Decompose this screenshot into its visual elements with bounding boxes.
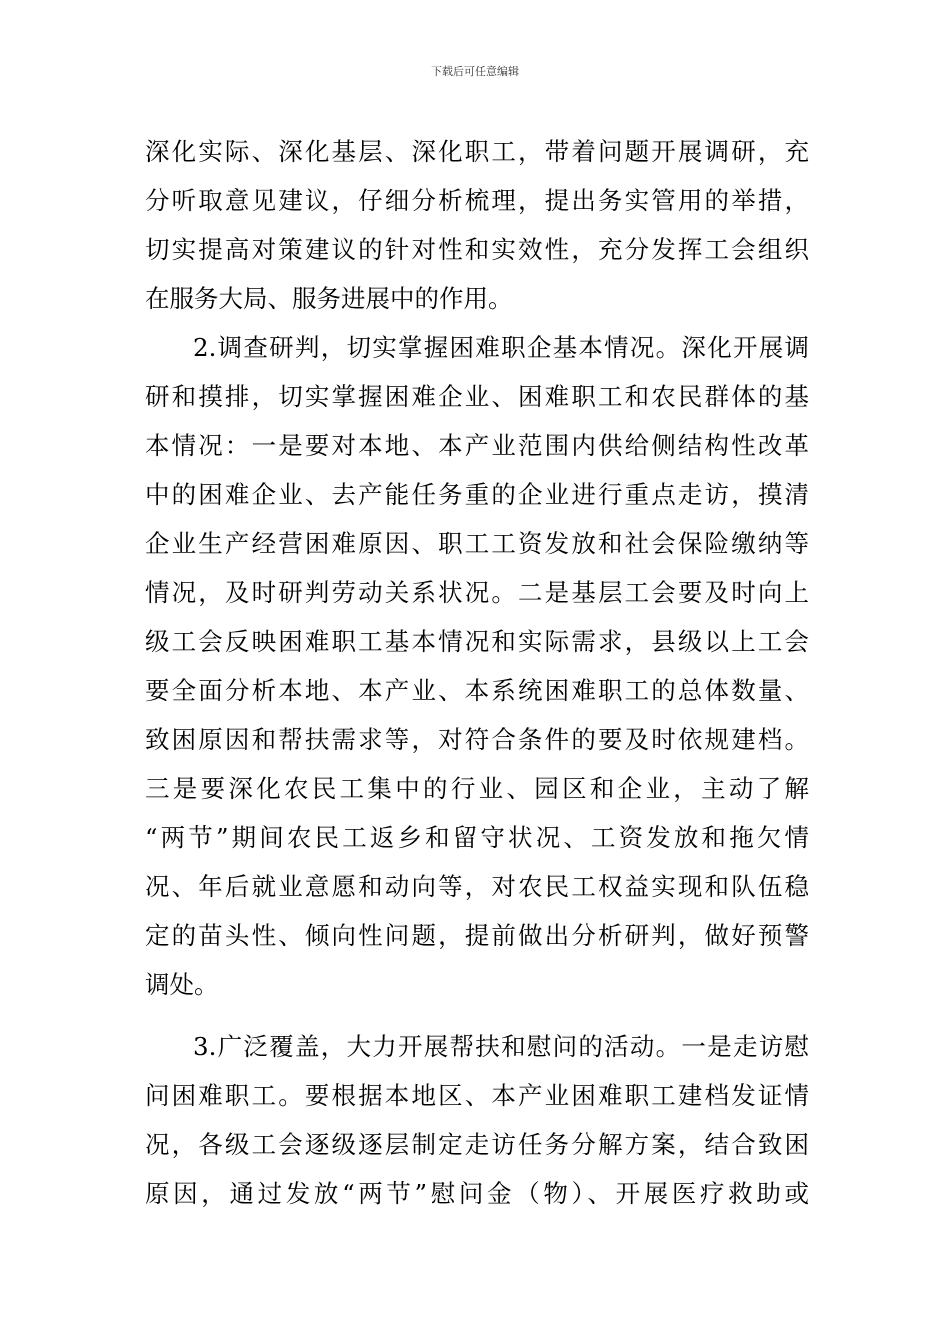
body-line: 企业生产经营困难原因、职工工资发放和社会保险缴纳等 bbox=[145, 529, 809, 558]
body-line: 本情况：一是要对本地、本产业范围内供给侧结构性改革 bbox=[145, 431, 809, 460]
body-line: 情况，及时研判劳动关系状况。二是基层工会要及时向上 bbox=[145, 578, 809, 607]
body-line: 级工会反映困难职工基本情况和实际需求，县级以上工会 bbox=[145, 627, 809, 656]
body-line: 况，各级工会逐级逐层制定走访任务分解方案，结合致困 bbox=[145, 1130, 809, 1159]
page-header: 下载后可任意编辑 bbox=[431, 65, 519, 78]
body-line: 问困难职工。要根据本地区、本产业困难职工建档发证情 bbox=[145, 1081, 809, 1110]
body-line: 原因，通过发放“两节”慰问金（物）、开展医疗救助或 bbox=[145, 1179, 809, 1208]
body-line: 要全面分析本地、本产业、本系统困难职工的总体数量、 bbox=[145, 676, 809, 705]
paragraph-first-line: 2.调查研判，切实掌握困难职企基本情况。深化开展调 bbox=[193, 333, 809, 362]
paragraph-first-line: 3.广泛覆盖，大力开展帮扶和慰问的活动。一是走访慰 bbox=[193, 1032, 809, 1061]
body-line: 况、年后就业意愿和动向等，对农民工权益实现和队伍稳 bbox=[145, 872, 809, 901]
body-line: 深化实际、深化基层、深化职工，带着问题开展调研，充 bbox=[145, 137, 809, 166]
body-line: 调处。 bbox=[145, 970, 219, 999]
body-line: 致困原因和帮扶需求等，对符合条件的要及时依规建档。 bbox=[145, 725, 809, 754]
body-line: 三是要深化农民工集中的行业、园区和企业，主动了解 bbox=[145, 774, 809, 803]
body-line: 定的苗头性、倾向性问题，提前做出分析研判，做好预警 bbox=[145, 921, 809, 950]
body-line: “两节”期间农民工返乡和留守状况、工资发放和拖欠情 bbox=[145, 823, 809, 852]
body-line: 切实提高对策建议的针对性和实效性，充分发挥工会组织 bbox=[145, 235, 809, 264]
body-line: 研和摸排，切实掌握困难企业、困难职工和农民群体的基 bbox=[145, 382, 809, 411]
body-line: 中的困难企业、去产能任务重的企业进行重点走访，摸清 bbox=[145, 480, 809, 509]
body-line: 在服务大局、服务进展中的作用。 bbox=[145, 284, 513, 313]
body-line: 分听取意见建议，仔细分析梳理，提出务实管用的举措， bbox=[145, 186, 809, 215]
